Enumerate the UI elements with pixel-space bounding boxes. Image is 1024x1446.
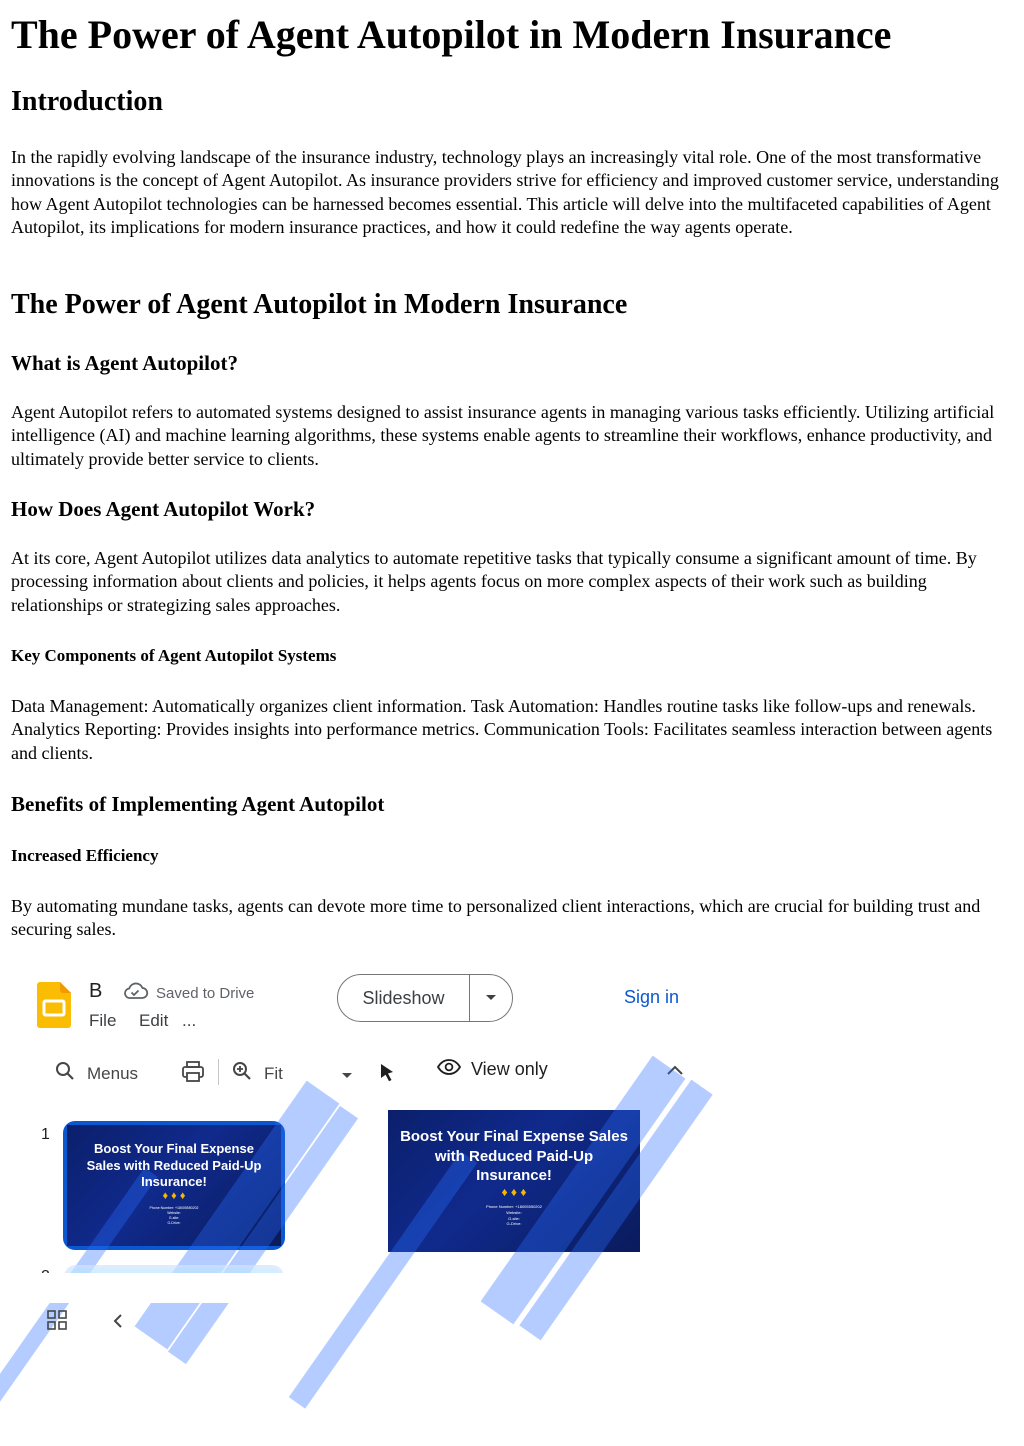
intro-heading: Introduction [11,86,163,117]
caret-down-icon [485,989,497,1007]
hide-filmstrip-button[interactable] [112,1313,124,1334]
menu-file[interactable]: File [89,1011,117,1030]
cursor-arrow-icon [379,1062,397,1089]
slideshow-button[interactable]: Slideshow [338,975,470,1021]
search-menus-label: Menus [87,1063,139,1083]
main-slide-canvas[interactable] [388,1110,640,1252]
zoom-in-icon [232,1061,252,1086]
view-only-button[interactable] [437,1059,548,1080]
chevron-left-icon [112,1316,124,1333]
zoom-dropdown-button[interactable] [341,1067,353,1085]
printer-icon [181,1061,205,1088]
toolbar-divider [218,1059,219,1085]
thumbnail-gdrive-line: G-Drive: [167,1221,181,1225]
thumbnail-gsite-line: G-site: [168,1216,180,1220]
grid-view-icon [47,1317,67,1334]
how-paragraph: At its core, Agent Autopilot utilizes data analytics to automate repetitive tasks that typically consume a significant amount of time. By processing information about clients and policies, it helps agents focus on more complex aspects of their work such as building relationships or strategizing sales approaches. [11,548,977,615]
menu-more[interactable]: ... [182,1011,197,1030]
slide-diamonds: ♦ ♦ ♦ [501,1185,527,1199]
saved-status-label: Saved to Drive [156,984,255,1002]
slide-title: Boost Your Final Expense Sales with Reduced Paid-Up Insurance! [400,1128,628,1184]
thumbnail-phone-line: Phone Number: +18005550202 [149,1206,199,1210]
efficiency-heading: Increased Efficiency [11,846,159,865]
how-heading: How Does Agent Autopilot Work? [11,497,316,521]
select-tool-button[interactable] [379,1062,397,1089]
search-menus-button[interactable] [55,1061,138,1086]
slides-viewer-embed [0,960,700,1340]
slide-thumbnail-1[interactable] [63,1121,285,1250]
slide-website-line: Website: [506,1210,522,1215]
section-heading: The Power of Agent Autopilot in Modern Insurance [11,289,628,320]
google-slides-logo-icon[interactable] [37,982,71,1028]
zoom-level: Fit [264,1063,283,1083]
view-only-label: View only [471,1059,548,1079]
what-heading: What is Agent Autopilot? [11,351,238,375]
slideshow-dropdown-button[interactable] [470,975,512,1021]
eye-icon [437,1059,461,1080]
slide-number: 1 [41,1126,50,1143]
sign-in-link[interactable]: Sign in [624,987,680,1007]
benefits-heading: Benefits of Implementing Agent Autopilot [11,792,385,816]
components-heading: Key Components of Agent Autopilot Systems [11,646,337,665]
efficiency-paragraph: By automating mundane tasks, agents can devote more time to personalized client interactions, which are crucial for building trust and securing sales. [11,896,981,940]
cloud-check-icon [122,982,148,1004]
slideshow-button-group [337,974,513,1022]
thumbnail-panel-clip [0,1273,700,1303]
document-title[interactable]: B [89,980,103,1002]
what-paragraph: Agent Autopilot refers to automated systems designed to assist insurance agents in managing various tasks efficiently. Utilizing artificial intelligence (AI) and machine learning algorithms, these systems enable agents to streamline their workflows, enhance productivity, and ultimately provide better service to clients. [11,402,995,469]
thumbnail-slide-title: Boost Your Final Expense Sales with Reduced Paid-Up Insurance! [86,1141,262,1189]
components-paragraph: Data Management: Automatically organizes client information. Task Automation: Handles routine tasks like follow-ups and renewals. Analytics Reporting: Provides insights into performance metrics. Communication Tools: Facilitates seamless interaction between agents and clients. [11,696,993,763]
intro-paragraph: In the rapidly evolving landscape of the insurance industry, technology plays an increasingly vital role. One of the most transformative innovations is the concept of Agent Autopilot. As insurance providers strive for efficiency and improved customer service, understanding how Agent Autopilot technologies can be harnessed becomes essential. This article will delve into the multifaceted capabilities of Agent Autopilot, its implications for modern insurance practices, and how it could redefine the way agents operate. [11,147,999,237]
thumbnail-website-line: Website: [167,1211,181,1215]
slide-gsite-line: G-site: [508,1216,520,1221]
menu-edit[interactable]: Edit [139,1011,169,1030]
zoom-button[interactable] [232,1061,283,1086]
slide-gdrive-line: G-Drive: [506,1221,522,1226]
search-icon [55,1061,75,1086]
grid-view-button[interactable] [47,1310,67,1335]
saved-status [122,982,254,1004]
caret-down-icon [341,1067,353,1085]
page-title: The Power of Agent Autopilot in Modern Insurance [11,12,892,57]
slide-phone-line: Phone Number: +18005550202 [486,1204,542,1209]
thumbnail-diamonds: ♦ ♦ ♦ [162,1190,186,1202]
print-button[interactable] [181,1061,205,1088]
